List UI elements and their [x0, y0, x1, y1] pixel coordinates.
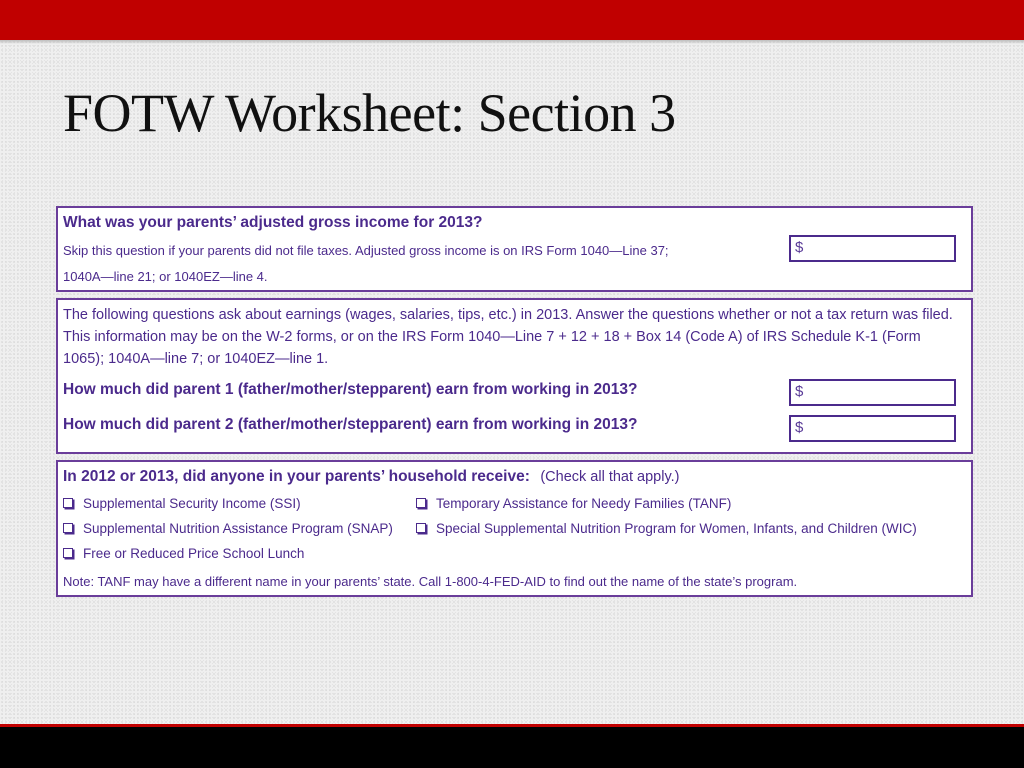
option-school-lunch[interactable] — [63, 546, 304, 561]
agi-instruction-line1: Skip this question if your parents did not file taxes. Adjusted gross income is on IRS Form 1040—Line 37; — [63, 243, 669, 258]
dollar-sign: $ — [795, 239, 804, 256]
slide-title: FOTW Worksheet: Section 3 — [63, 83, 676, 143]
footer-bar — [0, 724, 1024, 768]
option-ssi[interactable] — [63, 496, 301, 511]
header-bar — [0, 0, 1024, 40]
parent1-earnings-question: How much did parent 1 (father/mother/stepparent) earn from working in 2013? — [63, 381, 638, 398]
checkbox-school-lunch[interactable] — [63, 548, 73, 558]
option-snap-label: Supplemental Nutrition Assistance Program (SNAP) — [83, 521, 393, 536]
option-tanf[interactable] — [416, 496, 731, 511]
benefits-question: In 2012 or 2013, did anyone in your parents’ household receive: — [63, 468, 530, 485]
option-school-lunch-label: Free or Reduced Price School Lunch — [83, 546, 305, 561]
agi-question: What was your parents’ adjusted gross income for 2013? — [63, 214, 483, 231]
checkbox-wic[interactable] — [416, 523, 426, 533]
earnings-intro: The following questions ask about earnings (wages, salaries, tips, etc.) in 2013. Answer the questions whether or not a tax return was filed. This information may be on the W-2 forms, or on the IRS Form 1040—Line 7 + 12 + 18 + Box 14 (Code A) of IRS Schedule K-1 (Form 1065); 1040A—line 7; or 1040EZ—line 1. — [63, 307, 953, 367]
parent2-earnings-input[interactable] — [789, 415, 956, 442]
dollar-sign: $ — [795, 419, 804, 436]
agi-section — [56, 206, 973, 292]
agi-instruction-line2: 1040A—line 21; or 1040EZ—line 4. — [63, 269, 268, 284]
option-tanf-label: Temporary Assistance for Needy Families (TANF) — [436, 496, 732, 511]
checkbox-snap[interactable] — [63, 523, 73, 533]
checkbox-tanf[interactable] — [416, 498, 426, 508]
agi-amount-input[interactable] — [789, 235, 956, 262]
dollar-sign: $ — [795, 383, 804, 400]
header-bar-shadow — [0, 40, 1024, 44]
benefits-question-note: (Check all that apply.) — [540, 469, 680, 485]
option-snap[interactable] — [63, 521, 393, 536]
benefits-note: Note: TANF may have a different name in your parents’ state. Call 1-800-4-FED-AID to find out the name of the state’s program. — [63, 574, 798, 589]
parent2-earnings-question: How much did parent 2 (father/mother/stepparent) earn from working in 2013? — [63, 416, 638, 433]
option-ssi-label: Supplemental Security Income (SSI) — [83, 496, 301, 511]
earnings-section — [56, 298, 973, 454]
option-wic[interactable] — [416, 521, 917, 536]
option-wic-label: Special Supplemental Nutrition Program for Women, Infants, and Children (WIC) — [436, 521, 917, 536]
checkbox-ssi[interactable] — [63, 498, 73, 508]
benefits-section — [56, 460, 973, 597]
parent1-earnings-input[interactable] — [789, 379, 956, 406]
benefits-question-row — [63, 468, 680, 486]
